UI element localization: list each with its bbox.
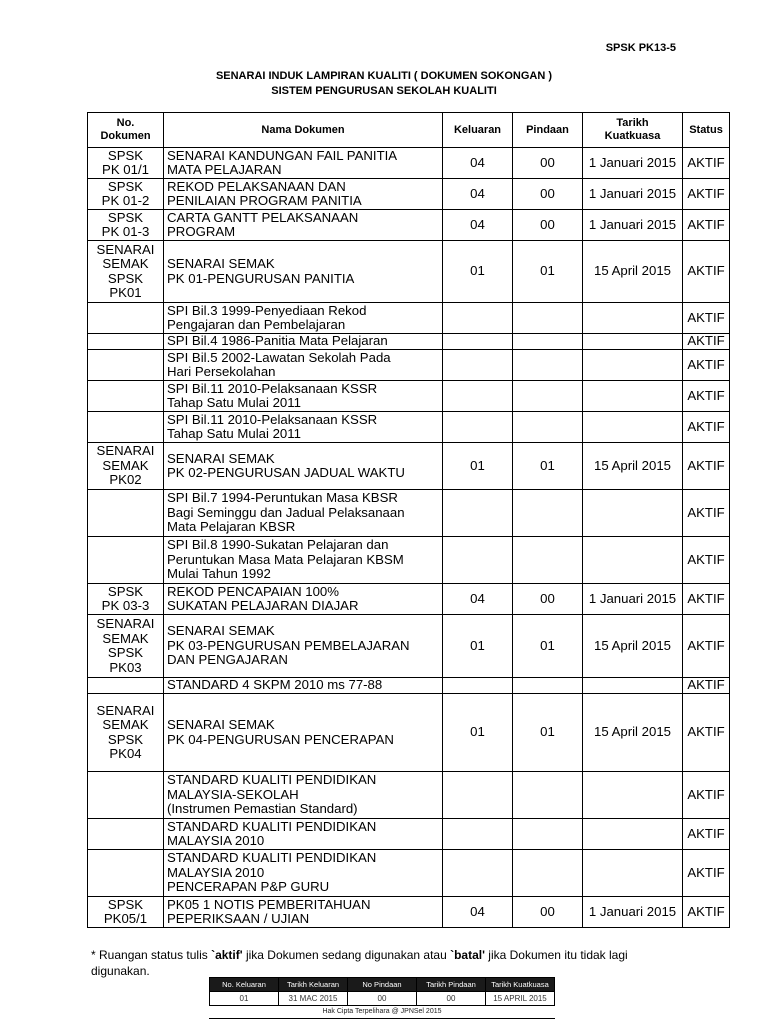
cell-pindaan: 01 bbox=[513, 241, 583, 303]
cell-no-dokumen bbox=[88, 678, 164, 694]
table-row bbox=[88, 584, 730, 615]
revision-header: Tarikh Kuatkuasa bbox=[486, 978, 555, 992]
cell-nama-dokumen: SENARAI SEMAK PK 01-PENGURUSAN PANITIA bbox=[164, 241, 443, 303]
cell-tarikh-kuatkuasa bbox=[583, 772, 683, 819]
revision-value: 00 bbox=[348, 992, 417, 1006]
cell-status: AKTIF bbox=[683, 694, 730, 772]
cell-keluaran: 04 bbox=[443, 897, 513, 928]
table-row bbox=[88, 241, 730, 303]
cell-nama-dokumen: SENARAI SEMAK PK 03-PENGURUSAN PEMBELAJARAN DAN PENGAJARAN bbox=[164, 615, 443, 678]
cell-keluaran: 01 bbox=[443, 694, 513, 772]
document-code: SPSK PK13-5 bbox=[605, 42, 676, 54]
cell-pindaan bbox=[513, 303, 583, 334]
document-subtitle: SISTEM PENGURUSAN SEKOLAH KUALITI bbox=[271, 85, 497, 97]
cell-no-dokumen bbox=[88, 490, 164, 537]
table-row bbox=[88, 210, 730, 241]
cell-nama-dokumen: SPI Bil.4 1986-Panitia Mata Pelajaran bbox=[164, 334, 443, 350]
table-row bbox=[88, 897, 730, 928]
cell-pindaan bbox=[513, 412, 583, 443]
footer-rule bbox=[209, 1018, 555, 1019]
cell-keluaran: 04 bbox=[443, 148, 513, 179]
cell-status: AKTIF bbox=[683, 490, 730, 537]
cell-tarikh-kuatkuasa bbox=[583, 381, 683, 412]
cell-nama-dokumen: STANDARD KUALITI PENDIDIKAN MALAYSIA 2010 bbox=[164, 819, 443, 850]
cell-status: AKTIF bbox=[683, 897, 730, 928]
cell-tarikh-kuatkuasa: 1 Januari 2015 bbox=[583, 179, 683, 210]
cell-keluaran: 04 bbox=[443, 179, 513, 210]
table-row bbox=[88, 334, 730, 350]
cell-keluaran bbox=[443, 678, 513, 694]
cell-tarikh-kuatkuasa: 15 April 2015 bbox=[583, 443, 683, 490]
revision-value: 31 MAC 2015 bbox=[279, 992, 348, 1006]
cell-status: AKTIF bbox=[683, 334, 730, 350]
table-row bbox=[88, 148, 730, 179]
cell-nama-dokumen: SPI Bil.3 1999-Penyediaan Rekod Pengajaran dan Pembelajaran bbox=[164, 303, 443, 334]
cell-status: AKTIF bbox=[683, 350, 730, 381]
table-row bbox=[88, 615, 730, 678]
table-row bbox=[88, 537, 730, 584]
cell-status: AKTIF bbox=[683, 615, 730, 678]
cell-status: AKTIF bbox=[683, 210, 730, 241]
cell-no-dokumen: SPSK PK 01-3 bbox=[88, 210, 164, 241]
cell-no-dokumen: SPSK PK 03-3 bbox=[88, 584, 164, 615]
copyright-notice: Hak Cipta Terpelihara @ JPNSel 2015 bbox=[322, 1008, 442, 1015]
table-row bbox=[88, 694, 730, 772]
header-no-dokumen: No. Dokumen bbox=[88, 113, 164, 148]
cell-no-dokumen: SPSK PK 01-2 bbox=[88, 179, 164, 210]
revision-header: No. Keluaran bbox=[210, 978, 279, 992]
header-status: Status bbox=[683, 113, 730, 148]
document-title: SENARAI INDUK LAMPIRAN KUALITI ( DOKUMEN SOKONGAN ) bbox=[215, 70, 553, 82]
cell-keluaran bbox=[443, 772, 513, 819]
header-tarikh-kuatkuasa: Tarikh Kuatkuasa bbox=[583, 113, 683, 148]
cell-no-dokumen: SENARAI SEMAK SPSK PK03 bbox=[88, 615, 164, 678]
revision-header: Tarikh Keluaran bbox=[279, 978, 348, 992]
cell-pindaan: 01 bbox=[513, 615, 583, 678]
table-row bbox=[88, 412, 730, 443]
cell-status: AKTIF bbox=[683, 412, 730, 443]
table-row bbox=[88, 850, 730, 897]
cell-nama-dokumen: SPI Bil.11 2010-Pelaksanaan KSSR Tahap Satu Mulai 2011 bbox=[164, 412, 443, 443]
table-row bbox=[88, 819, 730, 850]
cell-keluaran bbox=[443, 412, 513, 443]
cell-keluaran bbox=[443, 350, 513, 381]
cell-keluaran bbox=[443, 819, 513, 850]
table-body bbox=[88, 148, 730, 928]
cell-keluaran bbox=[443, 490, 513, 537]
cell-no-dokumen bbox=[88, 537, 164, 584]
footnote bbox=[91, 947, 681, 979]
cell-nama-dokumen: REKOD PELAKSANAAN DAN PENILAIAN PROGRAM PANITIA bbox=[164, 179, 443, 210]
cell-nama-dokumen: PK05 1 NOTIS PEMBERITAHUAN PEPERIKSAAN / UJIAN bbox=[164, 897, 443, 928]
cell-keluaran bbox=[443, 537, 513, 584]
cell-status: AKTIF bbox=[683, 381, 730, 412]
cell-keluaran: 01 bbox=[443, 615, 513, 678]
cell-tarikh-kuatkuasa bbox=[583, 850, 683, 897]
cell-keluaran bbox=[443, 303, 513, 334]
cell-nama-dokumen: SENARAI SEMAK PK 04-PENGURUSAN PENCERAPAN bbox=[164, 694, 443, 772]
cell-nama-dokumen: SPI Bil.5 2002-Lawatan Sekolah Pada Hari Persekolahan bbox=[164, 350, 443, 381]
footnote-middle: jika Dokumen sedang digunakan atau bbox=[242, 948, 451, 962]
cell-tarikh-kuatkuasa: 15 April 2015 bbox=[583, 694, 683, 772]
cell-status: AKTIF bbox=[683, 678, 730, 694]
cell-nama-dokumen: STANDARD KUALITI PENDIDIKAN MALAYSIA 2010 PENCERAPAN P&P GURU bbox=[164, 850, 443, 897]
cell-tarikh-kuatkuasa bbox=[583, 819, 683, 850]
cell-nama-dokumen: SENARAI KANDUNGAN FAIL PANITIA MATA PELAJARAN bbox=[164, 148, 443, 179]
table-row bbox=[88, 443, 730, 490]
cell-nama-dokumen: SENARAI SEMAK PK 02-PENGURUSAN JADUAL WAKTU bbox=[164, 443, 443, 490]
cell-no-dokumen: SENARAI SEMAK SPSK PK04 bbox=[88, 694, 164, 772]
footnote-batal: `batal' bbox=[450, 948, 485, 962]
cell-keluaran: 04 bbox=[443, 210, 513, 241]
cell-no-dokumen: SPSK PK 01/1 bbox=[88, 148, 164, 179]
revision-header: Tarikh Pindaan bbox=[417, 978, 486, 992]
cell-status: AKTIF bbox=[683, 303, 730, 334]
cell-no-dokumen bbox=[88, 850, 164, 897]
cell-tarikh-kuatkuasa: 15 April 2015 bbox=[583, 241, 683, 303]
cell-nama-dokumen: STANDARD KUALITI PENDIDIKAN MALAYSIA-SEKOLAH (Instrumen Pemastian Standard) bbox=[164, 772, 443, 819]
cell-tarikh-kuatkuasa bbox=[583, 678, 683, 694]
cell-tarikh-kuatkuasa: 1 Januari 2015 bbox=[583, 148, 683, 179]
revision-table bbox=[209, 977, 555, 1006]
table-row bbox=[88, 350, 730, 381]
cell-keluaran: 04 bbox=[443, 584, 513, 615]
cell-pindaan bbox=[513, 772, 583, 819]
cell-pindaan: 00 bbox=[513, 148, 583, 179]
cell-status: AKTIF bbox=[683, 241, 730, 303]
header-pindaan: Pindaan bbox=[513, 113, 583, 148]
cell-tarikh-kuatkuasa bbox=[583, 490, 683, 537]
cell-pindaan: 01 bbox=[513, 694, 583, 772]
revision-value: 00 bbox=[417, 992, 486, 1006]
cell-pindaan: 01 bbox=[513, 443, 583, 490]
cell-status: AKTIF bbox=[683, 179, 730, 210]
cell-nama-dokumen: REKOD PENCAPAIAN 100% SUKATAN PELAJARAN DIAJAR bbox=[164, 584, 443, 615]
document-list-table bbox=[87, 112, 730, 928]
cell-pindaan: 00 bbox=[513, 584, 583, 615]
footnote-prefix: * Ruangan status tulis bbox=[91, 948, 212, 962]
cell-keluaran: 01 bbox=[443, 443, 513, 490]
header-nama-dokumen: Nama Dokumen bbox=[164, 113, 443, 148]
cell-no-dokumen bbox=[88, 819, 164, 850]
cell-nama-dokumen: STANDARD 4 SKPM 2010 ms 77-88 bbox=[164, 678, 443, 694]
cell-tarikh-kuatkuasa bbox=[583, 350, 683, 381]
cell-tarikh-kuatkuasa bbox=[583, 334, 683, 350]
cell-status: AKTIF bbox=[683, 772, 730, 819]
table-row bbox=[88, 772, 730, 819]
cell-status: AKTIF bbox=[683, 584, 730, 615]
cell-pindaan bbox=[513, 537, 583, 584]
cell-pindaan: 00 bbox=[513, 897, 583, 928]
cell-no-dokumen bbox=[88, 412, 164, 443]
cell-nama-dokumen: SPI Bil.11 2010-Pelaksanaan KSSR Tahap Satu Mulai 2011 bbox=[164, 381, 443, 412]
revision-value-row bbox=[210, 992, 555, 1006]
cell-keluaran: 01 bbox=[443, 241, 513, 303]
cell-keluaran bbox=[443, 334, 513, 350]
cell-pindaan bbox=[513, 850, 583, 897]
cell-status: AKTIF bbox=[683, 148, 730, 179]
revision-header-row bbox=[210, 978, 555, 992]
cell-no-dokumen bbox=[88, 350, 164, 381]
cell-no-dokumen: SENARAI SEMAK PK02 bbox=[88, 443, 164, 490]
cell-pindaan bbox=[513, 350, 583, 381]
cell-pindaan: 00 bbox=[513, 179, 583, 210]
cell-nama-dokumen: CARTA GANTT PELAKSANAAN PROGRAM bbox=[164, 210, 443, 241]
cell-tarikh-kuatkuasa bbox=[583, 537, 683, 584]
cell-pindaan: 00 bbox=[513, 210, 583, 241]
cell-tarikh-kuatkuasa: 1 Januari 2015 bbox=[583, 584, 683, 615]
cell-pindaan bbox=[513, 678, 583, 694]
cell-tarikh-kuatkuasa bbox=[583, 412, 683, 443]
cell-status: AKTIF bbox=[683, 850, 730, 897]
cell-no-dokumen bbox=[88, 303, 164, 334]
cell-nama-dokumen: SPI Bil.8 1990-Sukatan Pelajaran dan Peruntukan Masa Mata Pelajaran KBSM Mulai Tahun 1992 bbox=[164, 537, 443, 584]
cell-status: AKTIF bbox=[683, 537, 730, 584]
table-row bbox=[88, 179, 730, 210]
cell-pindaan bbox=[513, 334, 583, 350]
cell-no-dokumen bbox=[88, 772, 164, 819]
table-row bbox=[88, 381, 730, 412]
table-row bbox=[88, 678, 730, 694]
cell-tarikh-kuatkuasa: 15 April 2015 bbox=[583, 615, 683, 678]
cell-pindaan bbox=[513, 490, 583, 537]
revision-header: No Pindaan bbox=[348, 978, 417, 992]
cell-nama-dokumen: SPI Bil.7 1994-Peruntukan Masa KBSR Bagi Seminggu dan Jadual Pelaksanaan Mata Pelajaran KBSR bbox=[164, 490, 443, 537]
footnote-aktif: `aktif' bbox=[211, 948, 243, 962]
cell-status: AKTIF bbox=[683, 443, 730, 490]
cell-pindaan bbox=[513, 381, 583, 412]
cell-tarikh-kuatkuasa bbox=[583, 303, 683, 334]
cell-keluaran bbox=[443, 850, 513, 897]
revision-value: 15 APRIL 2015 bbox=[486, 992, 555, 1006]
cell-no-dokumen bbox=[88, 381, 164, 412]
revision-value: 01 bbox=[210, 992, 279, 1006]
cell-status: AKTIF bbox=[683, 819, 730, 850]
table-row bbox=[88, 303, 730, 334]
cell-keluaran bbox=[443, 381, 513, 412]
table-row bbox=[88, 490, 730, 537]
footnote-suffix: jika Dokumen itu tidak lagi digunakan. bbox=[91, 948, 628, 978]
cell-no-dokumen bbox=[88, 334, 164, 350]
cell-no-dokumen: SENARAI SEMAK SPSK PK01 bbox=[88, 241, 164, 303]
cell-no-dokumen: SPSK PK05/1 bbox=[88, 897, 164, 928]
cell-tarikh-kuatkuasa: 1 Januari 2015 bbox=[583, 897, 683, 928]
cell-pindaan bbox=[513, 819, 583, 850]
table-header-row bbox=[88, 113, 730, 148]
header-keluaran: Keluaran bbox=[443, 113, 513, 148]
cell-tarikh-kuatkuasa: 1 Januari 2015 bbox=[583, 210, 683, 241]
